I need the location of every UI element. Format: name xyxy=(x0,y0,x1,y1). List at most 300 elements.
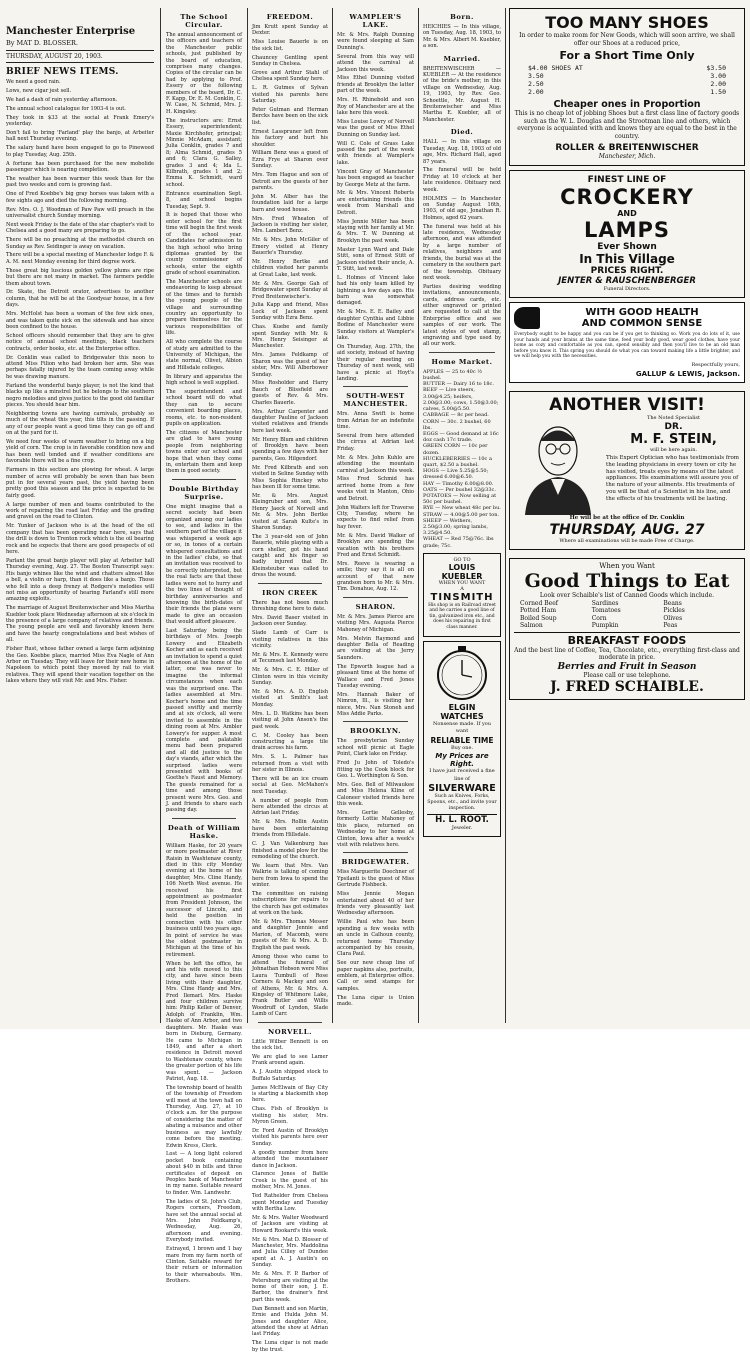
ad-text: In order to make room for New Goods, which will soon arrive, we shall offer our Shoes at a reduced price, xyxy=(519,32,735,47)
market-row: HAY — Timothy 6.00@8.00. xyxy=(423,480,494,487)
news-item: Mr. & Mrs. John Kuhlo are attending the mountain carnival at Jackson this week. xyxy=(337,454,414,474)
ad-headline: THURSDAY, AUG. 27 xyxy=(549,522,705,539)
ad-line: Please call or use telephone. xyxy=(583,671,671,679)
market-row: POTATOES — Now selling at 50c per bushel. xyxy=(423,492,497,506)
market-row: BUTTER — Dairy 16 to 18c. xyxy=(423,381,494,388)
column-4 xyxy=(337,8,414,1023)
news-item: Dr. Skate, the Detroit orator, advertises to another column, that he will be at the Goodyear house, in a few days. xyxy=(6,289,154,309)
root-jeweler-ad xyxy=(423,641,501,837)
old-price: 3.50 xyxy=(528,72,544,80)
column-rule xyxy=(332,8,333,1023)
article-heading: BRIDGEWATER. xyxy=(341,858,410,867)
news-item: Mr. & Mrs. Rollin Austin have been entertaining friends from Hillsdale. xyxy=(252,819,328,839)
market-row: SHEEP — Wethers, 2.50@3.00; spring lambs, 3.25@4.50. xyxy=(423,517,488,537)
article-body xyxy=(252,600,328,1018)
ad-line: Jeweler. xyxy=(451,825,473,832)
news-item: Mrs. Fred Wheaton of Jackson is visiting her sister, Mrs. Lambert Benz. xyxy=(252,215,328,235)
ad-line: Manchester, Mich. xyxy=(598,153,656,160)
price-list xyxy=(514,64,740,96)
news-item: Several from here attended the circus at Adrian last Friday. xyxy=(337,433,414,452)
schaible-grocer-ad xyxy=(509,558,745,701)
news-item: Chas. Kuebe and family spent Sunday with Mr. & Mrs. Henry Seisinger at Manchester. xyxy=(252,324,328,350)
news-item: The citizens of Manchester are glad to have young people from neighboring towns enter our school and hope that when they come in, entertain them and keep them in good society. xyxy=(166,429,242,475)
old-price: $4.00 SHOES AT xyxy=(528,64,583,72)
news-item: Miss Louise Lowry of Norvell was the guest of Miss Ethel Dunning on Sunday last. xyxy=(337,118,414,138)
news-item: Willie Paul who has been spending a few weeks with an uncle in Calhoun county, returned home Thursday accompanied by his cousin, Clara Paul. xyxy=(337,919,414,958)
news-item: They took in $33 at the social at Frank Emery's yesterday. xyxy=(6,114,154,128)
news-item: Mrs. Reeve is wearing a smile; they say it is all on account of that new grandson born to Mr. & Mrs. Tim. Donahue, Aug. 12. xyxy=(337,560,414,593)
news-item: Last Saturday being the birthdays of Mrs. Joseph Lowery and Elizabeth Kocher and as each received an invitation to spend a quiet afternoon at the home of the latter, one was never to imagine the informal circumstances when each was the surprised one. The ladies assembled at Mrs. Kocher's home and the time passed swiftly and merrily and at six o'clock, all were invited to assemble in the dining room at Mrs. Ambler Lowery's for supper. A most complete and palatable menu had been prepared and all did justice to the day's viands, after which the surprised ladies were presented with books of Goethe's Faust and Memory. The guests remained for a time and among those present were Mrs. Geo. and J. and friends to share each passing day. xyxy=(166,628,242,814)
ad-headline: ANOTHER VISIT! xyxy=(549,394,705,415)
news-item: There will be no preaching at the methodist church on Sunday as Rev. Seidinger is away on vacation. xyxy=(6,237,154,250)
market-row: BEEF — Live steers, 3.00@4.25; heifers, 2.00@3.00; cows, 1.50@3.00; calves, 5.00@5.50. xyxy=(423,387,499,413)
article-heading: FREEDOM. xyxy=(266,13,314,21)
notice-text: HALL — In this village on Tuesday, Aug. 18, 1903 of old age, Mrs. Richard Hall, aged 87 years. xyxy=(423,139,501,165)
column-2 xyxy=(166,8,243,1285)
news-item: Jim Krutt spent Sunday at Dexter. xyxy=(252,24,328,37)
divider xyxy=(343,386,408,387)
column-rule xyxy=(247,8,248,1023)
notice-text: HOLMES — In Manchester on Sunday August 16th, 1903, of old age, Jonathan R. Holmes, aged 62 years. xyxy=(423,195,501,221)
market-row: WHEAT — Red 75@76c. lbs grade; 75c. xyxy=(423,536,494,549)
news-item: Mr. & Mrs. F. P. Barbor of Petersburg are visiting at the home of their son, J. E. Barbor, the drainer's first part this week. xyxy=(252,1271,328,1303)
ad-line: AND xyxy=(617,208,637,218)
ad-name: GALLUP & LEWIS, Jackson. xyxy=(635,369,740,378)
fist-icon xyxy=(514,307,540,329)
news-item: Chas. Fish of Brooklyn is visiting his sister, Mrs. Myron Green. xyxy=(252,1106,328,1126)
ad-line: When you Want xyxy=(599,561,655,570)
divider xyxy=(343,852,408,853)
column-6-ads xyxy=(509,8,745,1023)
news-item: Dan Bennett and son Martin, Ernie and Hulda John M. Jones and daughter Alice, attended the show at Adrian last Friday. xyxy=(252,1305,328,1338)
news-item: The Epworth league had a pleasant time at the home of Wallace and Fred Jones Tuesday evening. xyxy=(337,663,414,689)
news-item: Slade Lamb of Carr is visiting relatives in this vicinity. xyxy=(252,630,328,650)
news-item: Mrs. Tom Hague and son of Detroit are the guests of her parents. xyxy=(252,172,328,191)
news-item: Mrs. Anna Swift is home from Adrian for an indefinite time. xyxy=(337,411,414,431)
ad-headline: CROCKERY xyxy=(560,184,694,209)
column-rule xyxy=(418,8,419,1023)
news-item: Mr. & Mrs. E. Kennedy were at Tecumseh last Monday. xyxy=(252,652,328,665)
ad-line: Respectfully yours, xyxy=(691,362,740,369)
news-item: Mrs. David Baser visited in Jackson over Sunday. xyxy=(252,615,328,628)
grocery-item: Potted Ham xyxy=(520,607,557,615)
ad-line: Where all examinations will be made Free of Charge. xyxy=(559,538,695,545)
news-item: In library and apparatus the high school is well supplied. xyxy=(166,373,242,387)
ad-headline: Berries and Fruit in Season xyxy=(557,661,697,672)
masthead-title: Manchester Enterprise xyxy=(6,26,136,37)
masthead-editor: By MAT D. BLOSSER. xyxy=(6,39,78,47)
dateline: THURSDAY, AUGUST 20, 1903. xyxy=(6,50,154,63)
news-item: Fred Ju John of Toledo's fitting up the Cook block for Geo. L. Worthington & Son. xyxy=(337,760,414,779)
ad-line: He will be at the office of Dr. Conklin xyxy=(569,514,685,521)
health-ad xyxy=(509,302,745,383)
column-5 xyxy=(423,8,501,1023)
news-item: Miss Rosholder and Harry Bauch of Blissfield are guests of Rev. & Mrs. Charles Bauerle. xyxy=(252,380,328,406)
market-row: RYE — New wheat 48c per bu. xyxy=(423,505,501,512)
article-body xyxy=(252,1039,328,1353)
old-price: 2.00 xyxy=(528,88,544,96)
ad-headline: AND COMMON SENSE xyxy=(581,318,703,329)
market-row: HOGS — Live 5.25@5.50; dressed 6.00@6.50. xyxy=(423,468,489,481)
news-item: We are glad to see Lamer Frank around again. xyxy=(252,1053,328,1067)
news-item: Several from this way will attend the carnival at Jackson this week. xyxy=(337,53,414,73)
ad-name: ROLLER & BREITENWISCHER xyxy=(555,143,699,153)
ad-line: PRICES RIGHT. xyxy=(590,265,664,276)
article-body xyxy=(252,24,328,579)
news-item: Mr. & Mrs. Ralph Dunning were found sleeping at Sam Dunning's. xyxy=(337,32,414,51)
news-item: The committee on raising subscriptions for repairs to the church has got estimates at work on the task. xyxy=(252,890,328,917)
notice-text: The funeral will be held Friday at 10 o'clock at her late residence. Obituary next week. xyxy=(423,167,501,193)
article-heading: Double Birthday Surprise. xyxy=(169,484,239,501)
news-item: Neighboring towns are having carnivals, probably so much of the wheat this year, this tilts in the passing. If any of our people want a good time they can go off and on at the yard for it. xyxy=(6,410,154,437)
stein-ad xyxy=(509,391,745,550)
news-item: C. J. Van Valkenburg has finished a model plow for the remodeling of the church. xyxy=(252,841,328,860)
elgin-watch-icon xyxy=(427,645,497,703)
news-item: Dr. Ford Austin of Brooklyn visited his parents here over Sunday. xyxy=(252,1128,328,1147)
price-row xyxy=(514,72,740,80)
news-item: A fortune has been purchased for the new mobolide passenger which is nearing completion. xyxy=(6,160,154,173)
column-rule xyxy=(505,8,506,1023)
divider xyxy=(343,721,408,722)
shoes-ad xyxy=(509,8,745,166)
news-item: The Manchester schools are endeavoring to keep abreast of the times and to furnish the young people of the village and surrounding country an opportunity to prepare themselves for the various responsibilities of life. xyxy=(166,279,242,337)
news-item: Don't fail to bring 'Farland' play the banjo, at Arbeiter hall next Thursday evening. xyxy=(6,129,154,143)
news-item: The weather has been warmer this week than for the past two weeks and corn is growing fast. xyxy=(6,175,154,189)
ad-line: I have just received a fine line of xyxy=(429,768,495,782)
kuebler-ad xyxy=(423,553,501,637)
ad-line: Such as Knives, Forks, Spoons, etc., and invite your inspection. xyxy=(427,794,497,812)
news-item: Those great big luscious golden yellow plums are ripe but there are not many in market. The farmers peddle them about town. xyxy=(6,267,154,287)
ad-text: His shop is on Railroad street and he carries a good line of tin, galvanized iron etc., and does his repairing in first class manner. xyxy=(428,602,496,630)
grocery-item: Pumpkin xyxy=(591,622,619,630)
new-price: 3.00 xyxy=(710,72,726,80)
notice-text: The funeral was held at his late residence, Wednesday afternoon, and was attended by a large number of relatives, neighbors and friends, the burial was at the cemetery in the southern part of the township. Obituary next week. xyxy=(423,223,501,281)
news-item: Lost — A long light colored pocket book containing about $40 in bills and three certificates of deposit on Peoples bank of Manchester in my name. Suitable reward to finder. Wm. Landwehr. xyxy=(166,1151,242,1196)
divider xyxy=(343,597,408,598)
divider xyxy=(258,583,322,584)
ad-line: Nonsense made. If you want xyxy=(433,720,491,735)
news-item: Next week Friday is the date of the star chapter's visit to Chelsea and a good many are preparing to go. xyxy=(6,221,154,235)
news-item: Mrs. Gertie Gellesby, formerly Lottie Mahoney of this place, returned on Wednesday to her home at Clinton, Iowa after a week's visit with relatives here. xyxy=(337,810,414,849)
grocery-row xyxy=(514,607,740,615)
price-row xyxy=(514,64,740,72)
grocery-item: Salmon xyxy=(520,622,543,630)
article-heading: Death of William Haske. xyxy=(167,823,241,840)
news-item: Dr. Conklin was called to Bridgewater this noon to attend Miss Filion who had broken her arm. She was perhaps fatally injured by the team coming away while he was drawing manure. xyxy=(6,354,154,380)
news-item: Mrs. Arthur Carpenter and daughter Pauline of Jackson visited relatives and friends here last week. xyxy=(252,408,328,434)
ad-headline: LAMPS xyxy=(583,217,671,242)
grocery-row xyxy=(514,615,740,623)
portrait-drawing xyxy=(513,415,603,515)
news-item: The marriage of August Breitenwischer and Miss Martha Kuebler took place Wednesday afternoon at six o'clock in the presence of a large company of relatives and friends. The young people are well and favorably known here and have the hearty congratulations and best wishes of all. xyxy=(6,605,154,644)
ad-name: H. L. ROOT. xyxy=(427,814,497,825)
news-item: The annual school catalogue for 1903-4 is out. xyxy=(6,105,126,112)
news-item: Master Lynn Ward and Dale Stitt, sons of Ernest Stitt of Jackson visited their uncle, A. T. Stitt, last week. xyxy=(337,246,414,272)
news-item: When he left the office, he and his wife moved to this city, and have since been living with their daughter, Mrs. Cline Handy and Mrs. Fred Ilemarl. Mrs. Haske and four children survive him: Philip Keller of Denver, Adolph of Franklin, Wm. Haske of Ann Arbor, and two daughters. Mr. Haske was born in Dieburg, Germany. He came to Michigan in 1849, and after a short residence in Detroit moved to Washtenaw county, where the greater portion of his life was spent. — Jackson Patriot, Aug. 18. xyxy=(166,960,242,1082)
grocery-item: Boiled Soup xyxy=(520,614,557,622)
ad-text: Look over Schaible's list of Canned Goods which include. xyxy=(539,592,715,600)
news-item: Mr. & Mrs. John McGiler of Emery visited at Henry Bauerle's Thursday. xyxy=(252,237,328,257)
ad-line: The Noted Specialist xyxy=(647,414,700,421)
news-item: The 3 year-old son of John Bauerle, while playing with a corn sheller, got his hand caught and his finger so badly injured that Dr. Kleinsteuber was called to dress the wound. xyxy=(252,533,328,579)
news-item: Mr. & Mrs. Thomas Messer and daughter Jennie and Marion, of Macomb, were guests of Mr. & Mrs. A. D. English the past week. xyxy=(252,919,328,951)
ad-headline: My Prices are Right. xyxy=(435,752,489,769)
section-heading: BRIEF NEWS ITEMS. xyxy=(6,67,119,77)
new-price: 2.00 xyxy=(710,80,726,88)
news-item: It is hoped that those who enter school for the first time will begin the first week of the school year. Candidates for admission to the high school who bring diplomas granted by the county commissioner of schools, enter the eighth grade of school examination. xyxy=(166,212,242,277)
news-item: We learn that Mrs. Van Walkrie is talking of coming here from Iowa to spend the winter. xyxy=(252,862,328,889)
news-item: John M. Alber has the foundation laid for a large barn and wood house. xyxy=(252,193,328,213)
news-item: L. R. Gutmes of Sylvan visited his parents here Saturday. xyxy=(252,85,328,105)
market-row: GREEN CORN — 10c per dozen. xyxy=(423,443,488,456)
news-item: Mr. Yunker of Jackson who is at the head of the oil company that has been operating near here, says that the drill is down to Trenton rock which is the oil bearing rock and he expects that there are good prospects of oil here. xyxy=(6,523,154,555)
news-item: The Luna cigar is not made by the trust. xyxy=(252,1340,328,1353)
article-heading: SHARON. xyxy=(355,602,396,611)
article-body xyxy=(166,32,242,475)
ad-line: A xyxy=(460,585,464,592)
grocery-item: Tomatoes xyxy=(591,607,621,615)
ad-headline: Cheaper ones in Proportion xyxy=(553,99,701,110)
news-item: Mrs. H. Rhinebold and son Roy of Manchester are at the lake here this week. xyxy=(337,97,414,116)
ad-text: This Expert Optician who has testimonials from the leading physicians in every town or city he has visited, treats eyes by means of the latest appliances. His examinations will assure you of the nature of your ailments. His treatments of you will be that of a Scientist in his line, and the effects of his treatments will be lasting. xyxy=(606,454,740,502)
ad-headline: SILVERWARE xyxy=(428,783,496,795)
news-item: Mrs. L. D. Watkins has been visiting at John Anson's the past week. xyxy=(252,710,328,730)
news-item: Lows, new cigar jest sell. xyxy=(6,87,72,94)
news-item: James McElwain of Bay City is starting a blacksmith shop here. xyxy=(252,1084,328,1104)
notice-heading: Died. xyxy=(450,128,474,137)
article-heading: WAMPLER'S LAKE. xyxy=(349,13,402,29)
news-item: Peter Gutman and Herman Bercks have been on the sick list. xyxy=(252,106,328,126)
article-body xyxy=(337,869,414,1007)
article-body xyxy=(337,738,414,848)
new-price: $3.50 xyxy=(706,64,726,72)
ad-headline: Good Things to Eat xyxy=(524,570,730,593)
article-heading: IRON CREEK xyxy=(262,588,318,597)
news-item: We need a good rain. xyxy=(6,79,61,85)
ad-headline: RELIABLE TIME xyxy=(430,735,494,745)
ad-headline: In This Village xyxy=(579,251,675,266)
notice-heading: Married. xyxy=(443,54,481,63)
news-item: One of Fred Koebbe's big gray horses was taken with a few sights ago and died the following morning. xyxy=(6,191,154,204)
news-item: Fisher Rust, whose father owned a large farm adjoining the Geo. Koebbe place, married Miss Eva Nagle of Ann Arbor on Tuesday. They will leave for their new home in Napoleon to which point they moved by rail to visit relatives. They will spend their vacation together on the lakes where they will visit Mr. and Mrs. Fisher. xyxy=(6,646,154,685)
news-item: A goodly number from here attended the mountaineer dance in Jackson. xyxy=(252,1149,328,1169)
article-heading: SOUTH-WEST MANCHESTER. xyxy=(343,392,408,409)
news-item: Mr. & Mrs. A. D. English visited at Smith's last Monday. xyxy=(252,689,328,708)
article-body xyxy=(166,843,242,1285)
news-item: Little Wilber Bennett is on the sick list. xyxy=(252,1038,328,1052)
grocery-item: Corn xyxy=(591,614,607,622)
ad-line: will be here again. xyxy=(649,447,698,454)
ad-line: Buy one. xyxy=(450,744,474,751)
news-item: Estrayed, 1 brown and 1 bay mare from my farm north of Clinton. Suitable reward for their return or information to their whereabouts. Wm. Brothers. xyxy=(166,1246,242,1285)
ad-line: WHEN YOU WANT xyxy=(438,580,486,586)
market-row: HUCKLEBERRIES — 10c a quart, $2.50 a bushel. xyxy=(423,455,492,468)
news-item: The superintendent and school board will do what they can to secure convenient boarding places, rooms, etc. to non-resident pupils on application. xyxy=(166,389,242,428)
price-row xyxy=(514,88,740,96)
ad-trade: TINSMITH xyxy=(430,591,494,603)
news-item: Mr. & Mrs. E. E. Bailey and daughter Cynthia and Libbie Bodine of Manchester were Sunday visitors at Wampler's lake. xyxy=(337,309,414,341)
news-item: The salary band have been engaged to go to Pinewood to play Tuesday, Aug. 25th. xyxy=(6,145,154,158)
news-item: Mrs. Melvin Raymond and daughter Bella of Reading are visiting at the Jerry Saunders. xyxy=(337,635,414,661)
ad-headline: WITH GOOD HEALTH xyxy=(585,307,699,318)
news-item: C. M. Cooley has been constructing a large tile drain across his farm. xyxy=(252,732,328,752)
ad-name: J. FRED SCHAIBLE. xyxy=(550,679,704,696)
news-item: Will C. Cole of Grass Lake passed the part of the week with friends at Wampler's lake. xyxy=(337,140,414,166)
news-item: Mr. Henry Bertke and children visited her parents at Great Lake, last week. xyxy=(252,259,328,278)
ad-line: FINEST LINE OF xyxy=(587,174,667,185)
news-item: A number of people from here attended the circus at Adrian last Friday. xyxy=(252,797,328,817)
grocery-item: Peas xyxy=(663,622,678,630)
article-body xyxy=(337,411,414,593)
news-item: Mrs. S. L. Palmer has returned from a visit with her sister in Illinois. xyxy=(252,754,328,774)
news-item: Grove and Arthur Stahl of Chelsea spent Sunday here. xyxy=(252,69,328,83)
news-item: There has not been much threshing done here to date. xyxy=(252,599,328,613)
news-item: Vincent Gray of Manchester has been engaged as teacher by George Metz at the farm. xyxy=(337,168,414,188)
ad-text: This is no cheap lot of jobbing Shoes but a first class line of factory goods such as the W. L. Douglas and the Strootman line and others, which everyone is acquainted with and knows they are equal to the best in the country. xyxy=(514,110,740,140)
news-item: Miss Jennie Miller has been staying with her family at Mr. & Mrs. T. W. Dunning at Brooklyn the past week. xyxy=(337,218,414,244)
market-row: OATS — Per bushel 32@33c. xyxy=(423,486,496,493)
news-item: Mr. Henry Blum and children of Brooklyn have been spending a few days with her parents, Geo. Hilgendorf. xyxy=(252,436,328,462)
grocery-item: Beans xyxy=(663,599,682,607)
news-item: The annual announcement of the officers and teachers of the Manchester public schools, just published by the board of education, comprises many changes. Copies of the circular can be had by applying to Prof. Essery or the following members of the board, Dr. C. F. Kapp, Dr. E. M. Conklin, C. W. Case, N. Schmid, Mrs. J. H. Kingsley. xyxy=(166,32,242,115)
news-item: See our new cheap line of paper napkins also, portraits, emblem, at Enterprise office. Call or send stamps for samples. xyxy=(337,960,414,992)
news-item: Mr. Fred Kilbrath and son visited in Seline Sunday with Miss Sophia Rinckey who has been ill for some time. xyxy=(252,464,328,490)
market-row: APPLES — 25 to 40c ½ bushel. xyxy=(423,368,483,382)
divider xyxy=(258,1022,322,1023)
market-heading: Home Market. xyxy=(431,357,493,366)
news-item: Miss Louise Bauerle is on the sick list. xyxy=(252,39,328,52)
crockery-ad xyxy=(509,170,745,299)
news-item: Mr. & Mrs. Vincent Roberts are entertaining friends this week from Marshall and Detroit. xyxy=(337,190,414,216)
news-item: Parlant the great banjo player will play at Arbeiter hall Thursday evening, Aug. 27. The Boston Transcript says: His banjo whines like the wind and chatters almost like a bell, a violin or harp, than it does like a banjo. Those who fell into a deep frenzy at Rodgers's melodies will not miss an opportunity of hearing Farland's still more amazing exploits. xyxy=(6,557,154,603)
news-item: Miss Jennie Megan entertained about 40 of her friends very pleasantly last Wednesday afternoon. xyxy=(337,891,414,917)
news-item: Mr. & Mrs. David Walker of Brooklyn are spending the vacation with his brothers Fred and Ernst Schmidt. xyxy=(337,532,414,558)
news-item: A large number of men and teams contributed to the work of repairing the road last Friday and the grading and gravel on the road to Clinton. xyxy=(6,501,154,521)
news-item: Ernest Lasspruner left from his factory and hurt his shoulder. xyxy=(252,128,328,148)
news-item: Mr. & Mrs. Walter Woodward of Jackson are visiting at Howard Rookard's this week. xyxy=(252,1214,328,1234)
news-item: Mrs. Geo. Bell of Milwaukee and Miss Helena Kline of Caloneer visited friends here this week. xyxy=(337,781,414,808)
news-item: The Luna cigar is Union made. xyxy=(337,994,414,1008)
article-heading: BROOKLYN. xyxy=(350,727,401,736)
news-item: Julia Kapp and friend, Miss Lock of Jackson spent Sunday with Ezra Benz. xyxy=(252,302,328,322)
divider xyxy=(429,352,495,353)
ad-brand: ELGIN WATCHES xyxy=(440,702,484,721)
news-item: There will be an ice cream social at Geo. McMahon's next Tuesday. xyxy=(252,775,328,795)
news-item: L. Holmes of Vincent lake had his only team killed by lightning a few days ago. His barn was somewhat damaged. xyxy=(337,274,414,307)
news-item: Rev. Mrs. O. J. Woodman of Paw Paw will preach in the universalist church Sunday morning. xyxy=(6,206,154,219)
news-item: On Thursday, Aug. 27th, the aid society, instead of having their regular meeting on Thursday of next week, will have a picnic at Hoyt's landing. xyxy=(337,343,414,382)
news-item: Mrs. Hannah Baker of Nimron, Ill., is visiting her niece, Mrs. Nan Stoneh and Miss Addie Parks. xyxy=(337,691,414,718)
ad-headline: BREAKFAST FOODS xyxy=(514,632,740,647)
ad-text: And the best line of Coffee, Tea, Chocolate, etc., everything first-class and moderate in price. xyxy=(514,646,740,662)
column-rule xyxy=(160,8,161,1023)
market-row: STRAW — 4.00@5.00 per ton. xyxy=(423,511,500,518)
ad-line: Funeral Directors. xyxy=(603,285,651,292)
news-item: Mr. & Mrs. George Gah of Bridgewater spent Sunday at Fred Breitenwischer's. xyxy=(252,280,328,300)
grocery-row xyxy=(514,622,740,630)
ad-headline: For a Short Time Only xyxy=(559,49,695,62)
news-item: We had a dash of rain yesterday afternoon. xyxy=(6,96,118,103)
news-item: Chauncey Gentling spent Sunday in Chelsea. xyxy=(252,54,328,68)
news-item: Ted Rathelder from Chelsea spent Monday and Tuesday with Bertha Low. xyxy=(252,1193,328,1212)
news-item: Mrs. McHolst has been a woman of the few sick ones, and was taken quite sick on the sidewalk and has since been confined to the house. xyxy=(6,311,154,330)
news-item: We need four weeks of warm weather to bring on a big yield of corn. The crop is in favorable condition now and has been well tended and if weather conditions are favorable there will be a fine crop. xyxy=(6,439,154,465)
grocery-item: Sardines xyxy=(591,599,619,607)
news-item: Farmers in this section are plowing for wheat. A large number of acres will probably be sown than has been put in for several years past, the yield having been pretty good this season and the price is expected to be fairly good. xyxy=(6,467,154,499)
price-row xyxy=(514,80,740,88)
ad-line: DR. xyxy=(664,422,683,433)
article-heading: The School Circular. xyxy=(180,13,228,29)
market-row: CABBAGE — 8c per head. xyxy=(423,412,489,419)
grocery-item: Olives xyxy=(663,614,683,622)
grocery-row xyxy=(514,600,740,608)
news-item: Mr. & Mrs. August Kleingruber and son, Mrs. Henry Jaeck of Norvell and Mr. & Mrs. John Bertke visited at Sarah Kulte's in Sharon Sunday. xyxy=(252,492,328,531)
news-item: Entrance examination Sept. 8, and school begins Tuesday, Sept. 9. xyxy=(166,190,242,210)
news-item: William Haske, for 20 years or more postmaster at River Raisin in Washtenaw county, died in this city Monday evening at the home of his daughter, Mrs. Cline Handy, 106 North West avenue. He received his first appointment as postmaster from President Johnson, the successor of Lincoln, and held the position in connection with his other business until two years ago. In point of service he was the oldest postmaster in Michigan at the time of his retirement. xyxy=(166,842,242,958)
ad-line: GO TO xyxy=(453,556,471,563)
news-item: Among those who came to attend the funeral of Johnathan Hobson were Miss Laura Tumbull of Rose Corners & Mackey and son of Athens, Mr. & Mrs. A. Kingsley of Whitmore Lake, Frank Butler and Willis Woodruff of Lyndon, Slade Lamb of Carr. xyxy=(252,953,328,1018)
ad-name: LOUIS KUEBLER xyxy=(441,562,483,581)
news-item: Miss Marguerite Doechner of Ypsilanti is the guest of Miss Gertrude Fishbeck. xyxy=(337,869,414,889)
article-body xyxy=(6,79,154,685)
news-item: One might imagine that a secret society had been organized among our ladies to see, and ladies in the southern part of the village it was whispered a week ago or so, in tones of a certain whispered consultations and in the ladies' clubs, so that an invitation was received to be correctly interpreted, but the real facts are that these ladies were not to hurry and the two lines of thought of birthday anniversaries and knowing the birth-dates of their friends the plans were made to give an occasion that would afford pleasure. xyxy=(166,503,242,626)
news-item: Farland the wonderful banjo player, is not the kind that blacks up like a minstrel but he belongs to the southern negro melodies and gives justice to the good old familiar pieces. You should hear him. xyxy=(6,382,154,408)
notice-text: HEICHIES — In this village, on Tuesday, Aug. 18, 1903, to Mr. & Mrs. Albert M. Kuebler, a son. xyxy=(423,24,501,50)
ad-line: Ever Shown xyxy=(597,241,657,252)
grocery-item: Pickles xyxy=(663,607,685,615)
news-item: The presbyterian Sunday school will picnic at Eagle Point, Clark lake on Friday. xyxy=(337,738,414,758)
market-row: EGGS — Good demand at 16c doz cash 17c trade. xyxy=(423,430,499,444)
new-price: 1.50 xyxy=(710,88,726,96)
news-item: Mr. & Mrs. C. E. Hiller of Clinton were in this vicinity Sunday. xyxy=(252,667,328,687)
article-body xyxy=(337,32,414,382)
divider xyxy=(172,479,236,480)
ad-name: M. F. STEIN, xyxy=(630,432,717,448)
column-3 xyxy=(252,8,328,1353)
article-heading: NORVELL. xyxy=(268,1027,312,1036)
market-list xyxy=(423,369,501,549)
notice-text: Parties desiring wedding invitations, announcements, cards, address cards, etc. either engraved or printed are requested to call at the Enterprise office and see samples of our work. The latest styles of wed stamp, engraving and type used by all our work. xyxy=(423,283,501,348)
news-item: There will be a special meeting of Manchester lodge F. & A. M. next Monday evening for third degree work. xyxy=(6,252,154,265)
article-body xyxy=(166,504,242,814)
news-item: School officers should remember that they are to give notice of annual school meetings, black teachers contracts, order books, etc. at the Enterprise office. xyxy=(6,332,154,352)
old-price: 2.50 xyxy=(528,80,544,88)
grocery-list xyxy=(514,600,740,630)
ad-name: JENTER & RAUSCHENBERGER xyxy=(558,275,696,286)
news-item: Mr. & Mrs. James Pierce are visiting Mrs. Augusta Pierce Mahoney of Michigan. xyxy=(337,613,414,633)
news-item: William Benz was a guest of Ezra Frye at Sharon over Sunday. xyxy=(252,150,328,170)
column-1 xyxy=(6,8,154,1023)
news-item: The ladies of St. John's Club, Rogers corners, Freedom, have set the annual social at Mrs. John Feldkamp's, Wednesday, Aug. 26, afternoon and evening. Everybody invited. xyxy=(166,1198,242,1244)
news-item: Miss Fred Schmid has arrived home from a few weeks visit in Manton, Ohio and Detroit. xyxy=(337,476,414,502)
news-item: Mrs. James Feldkamp of Sharon was the guest of her sister, Mrs. Will Alberbower Sunday. xyxy=(252,352,328,378)
news-item: The instructors are: Ernst Essery, superintendent; Maxie Kirchhofer, principal; Minnie McAdam, assistant; Julia Conklin, grades 7 and 8; Alma Schmid, grades 5 and 6; Clara G. Salley, grades 3 and 4; Ida L. Kilbrath, grades 1 and 2; Emma K. Schmidt, ward school. xyxy=(166,117,242,188)
article-body xyxy=(337,614,414,718)
notice-text: BREITENWISCHER — KUEBLER — At the residence of the bride's mother, in this village on Wednesday, Aug. 19, 1903, by Rev. Geo. Schoettle, Mr. August H. Breitenwischer and Miss Martha E. Kuebler, all of Manchester. xyxy=(423,65,501,123)
market-row: CORN — 30c. 2 bushel, 60 lbs. xyxy=(423,418,491,431)
news-item: Clarence Jones of Battle Creek is the guest of his mother, Mrs. M. Jones. xyxy=(252,1171,328,1191)
news-item: All who complete the course of study are admitted to the University of Michigan, the state normal, Olivet, Albion and Hillsdale colleges. xyxy=(166,339,242,371)
grocery-item: Corned Beef xyxy=(520,599,558,607)
ad-text: Everybody ought to be happy and you can be if you get to thinking so. Work you do lots of it, use your hands and your brains at the same time, feed your body good, wear good clothes, have your home as cozy and comfortable as you can, spend sensibly and then you'll live to be an old man before you know it. This spring you should do what you can toward making life a little brighter, and we will help you with the necessities. xyxy=(514,332,740,360)
notice-heading: Born. xyxy=(450,13,474,21)
news-item: The township board of health of the township of Freedom will meet at the town hall on Thursday, Aug. 27, at 10 o'clock a.m. for the purpose of considering the matter of abating a nuisance and other business as may lawfully come before the meeting. Edwin Kress, Clerk. xyxy=(166,1084,243,1149)
news-item: A. J. Austin shipped stock to Buffalo Saturday. xyxy=(252,1069,328,1082)
news-item: Miss Ethel Dunning visited friends at Brooklyn the latter part of the week. xyxy=(337,75,414,95)
news-item: Mr. & Mrs. Mat D. Blosser of Manchester, Mrs. Maddolina and Julia Cilley of Dundee spent at A. J. Austin's on Sunday. xyxy=(252,1236,328,1269)
ad-headline: TOO MANY SHOES xyxy=(545,13,709,32)
divider xyxy=(172,818,236,819)
